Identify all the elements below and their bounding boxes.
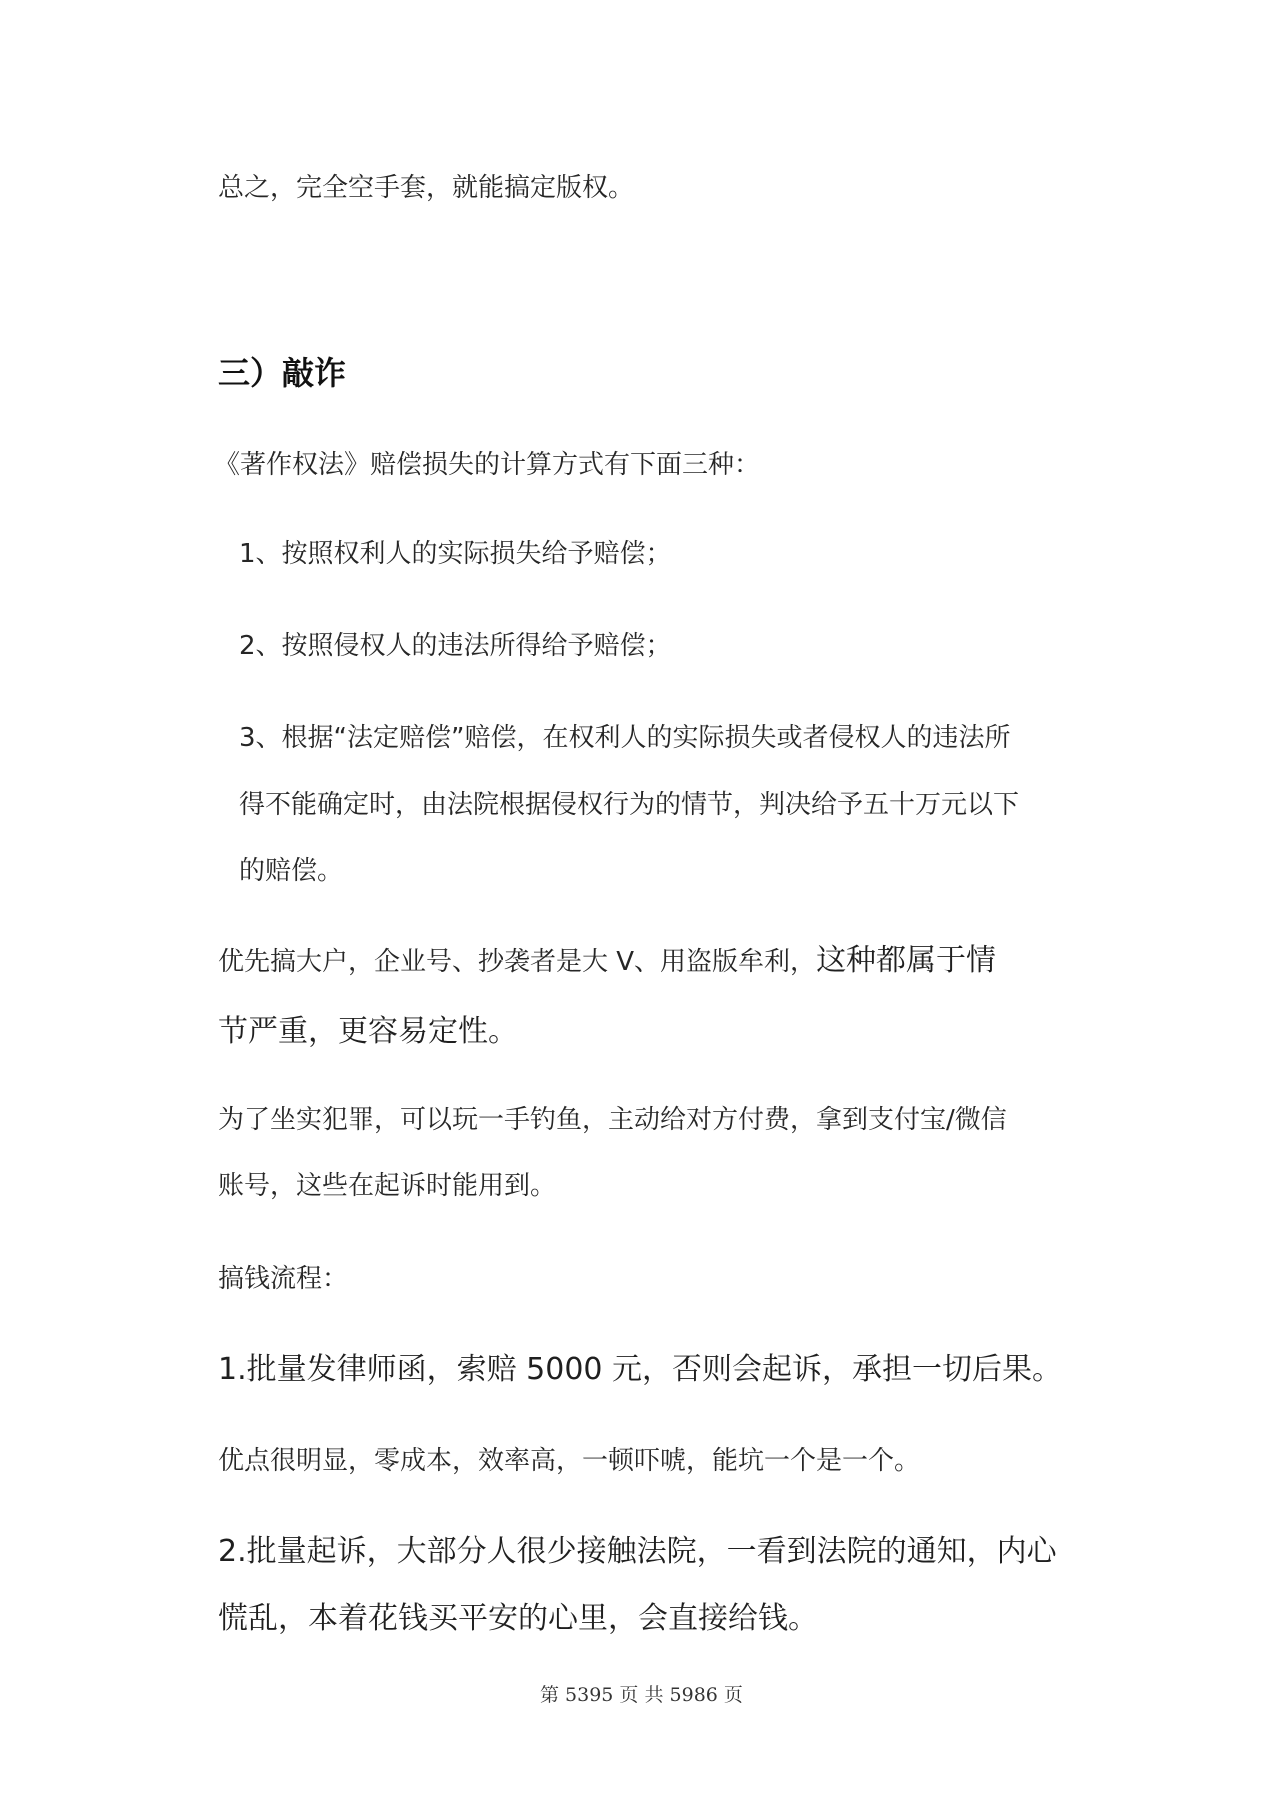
- process-label: 搞钱流程：: [218, 1264, 349, 1294]
- list-item-1: 1、按照权利人的实际损失给予赔偿；: [239, 539, 672, 569]
- step-2-line-2: 慌乱，本着花钱买平安的心里，会直接给钱。: [218, 1601, 818, 1636]
- targets-text-large: 这种都属于情: [816, 943, 997, 978]
- list-item-2: 2、按照侵权人的违法所得给予赔偿；: [239, 631, 672, 661]
- page-number-footer: 第 5395 页 共 5986 页: [540, 1684, 743, 1706]
- law-intro-paragraph: 《著作权法》赔偿损失的计算方式有下面三种：: [214, 450, 761, 480]
- list-item-3-line-2: 得不能确定时，由法院根据侵权行为的情节，判决给予五十万元以下: [239, 790, 1020, 820]
- list-item-3-line-1: 3、根据“法定赔偿”赔偿，在权利人的实际损失或者侵权人的违法所: [239, 723, 1011, 753]
- step-1-note: 优点很明显，零成本，效率高，一顿吓唬，能坑一个是一个。: [218, 1446, 921, 1476]
- conclusion-paragraph: 总之，完全空手套，就能搞定版权。: [218, 173, 635, 203]
- step-2-line-1: 2.批量起诉，大部分人很少接触法院，一看到法院的通知，内心: [218, 1534, 1057, 1569]
- evidence-paragraph-line-1: 为了坐实犯罪，可以玩一手钓鱼，主动给对方付费，拿到支付宝/微信: [218, 1105, 1007, 1135]
- evidence-paragraph-line-2: 账号，这些在起诉时能用到。: [218, 1171, 557, 1201]
- targets-paragraph-line-1: [218, 943, 997, 978]
- targets-paragraph-line-2: 节严重，更容易定性。: [218, 1014, 518, 1049]
- section-heading: 三）敲诈: [218, 354, 347, 392]
- list-item-3-line-3: 的赔偿。: [239, 856, 344, 886]
- targets-text-normal: 优先搞大户，企业号、抄袭者是大 V、用盗版牟利，: [218, 947, 817, 977]
- step-1: 1.批量发律师函，索赔 5000 元，否则会起诉，承担一切后果。: [218, 1352, 1063, 1387]
